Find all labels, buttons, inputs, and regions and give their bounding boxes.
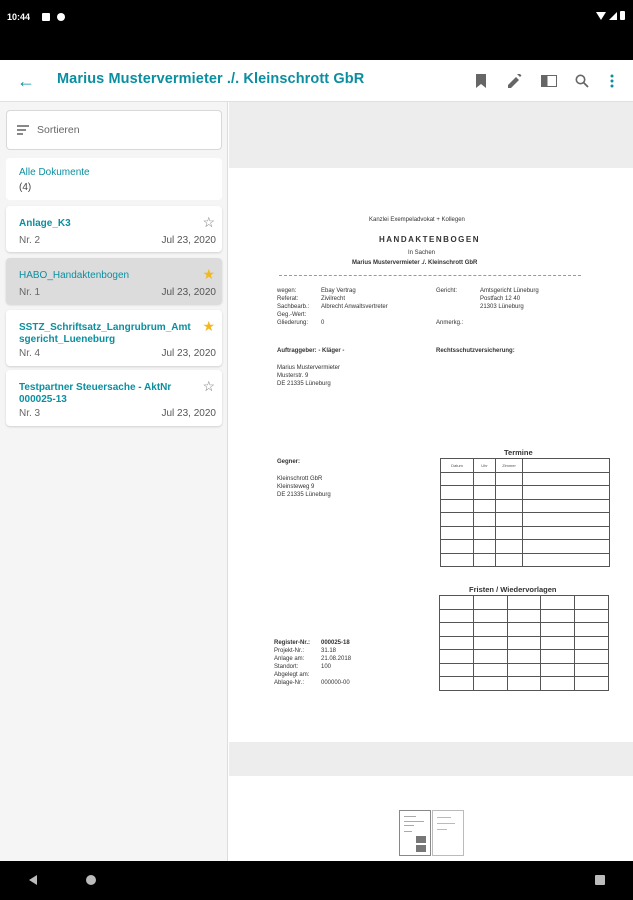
document-date: Jul 23, 2020 <box>161 348 216 359</box>
fristen-title: Fristen / Wiedervorlagen <box>469 585 557 594</box>
doc-subheading: In Sachen <box>408 250 436 256</box>
doc-label: Standort: <box>274 664 299 670</box>
document-name: HABO_Handaktenbogen <box>19 270 130 281</box>
star-filled-icon[interactable]: ★ <box>202 318 215 334</box>
sync-icon <box>57 13 65 21</box>
doc-value: 21.08.2018 <box>321 656 352 662</box>
doc-value: 0 <box>321 320 325 326</box>
battery-icon <box>620 11 625 20</box>
document-sidebar <box>0 102 228 861</box>
split-view-icon[interactable] <box>538 70 560 92</box>
doc-value: Zivilrecht <box>321 296 346 302</box>
search-icon[interactable] <box>571 70 593 92</box>
doc-section-label: Gegner: <box>277 459 301 465</box>
wifi-icon <box>596 12 606 20</box>
document-name: Anlage_K3 <box>19 218 71 229</box>
all-documents-count: (4) <box>19 182 32 193</box>
star-outline-icon[interactable]: ☆ <box>202 214 215 230</box>
doc-label: Gliederung: <box>277 320 309 326</box>
all-documents-label: Alle Dokumente <box>19 167 90 178</box>
doc-label: Anmerkg.: <box>436 320 464 326</box>
sort-icon <box>17 125 29 135</box>
termine-header: Datum <box>441 459 474 473</box>
doc-label: Geg.-Wert: <box>277 312 307 318</box>
edit-pencil-icon[interactable] <box>504 70 526 92</box>
page-title: Marius Mustervermieter ./. Kleinschrott GbR <box>57 71 365 87</box>
doc-label: Projekt-Nr.: <box>274 648 305 654</box>
sort-label: Sortieren <box>37 124 80 136</box>
doc-value: DE 21335 Lüneburg <box>277 381 331 387</box>
status-time: 10:44 <box>7 12 31 22</box>
doc-label: Ablage-Nr.: <box>274 680 305 686</box>
system-nav-bar <box>0 861 633 900</box>
doc-value: Postfach 12 40 <box>480 296 521 302</box>
termine-header: Uhr <box>474 459 496 473</box>
doc-value: Amtsgericht Lüneburg <box>480 288 539 294</box>
document-number: Nr. 3 <box>19 408 41 419</box>
list-item-selected[interactable] <box>6 258 222 304</box>
doc-value: Kleinschrott GbR <box>277 476 323 482</box>
fristen-table <box>439 595 609 691</box>
doc-divider <box>279 275 581 276</box>
status-bar <box>0 0 633 60</box>
doc-value: 31.18 <box>321 648 337 654</box>
document-page[interactable] <box>229 168 633 742</box>
app-bar <box>0 60 633 102</box>
doc-parties: Marius Mustervermieter ./. Kleinschrott GbR <box>352 260 478 266</box>
termine-table <box>440 458 610 567</box>
doc-label: Referat: <box>277 296 299 302</box>
termine-title: Termine <box>504 448 533 457</box>
doc-label: Gericht: <box>436 288 458 294</box>
doc-value: 100 <box>321 664 332 670</box>
doc-firm: Kanzlei Exempeladvokat + Kollegen <box>369 217 465 223</box>
nav-home-icon[interactable] <box>86 875 96 885</box>
document-name: SSTZ_Schriftsatz_Langrubrum_Amtsgericht_Lueneburg <box>19 322 191 345</box>
doc-label: Anlage am: <box>274 656 305 662</box>
doc-value: Ebay Vertrag <box>321 288 356 294</box>
doc-value: Musterstr. 9 <box>277 373 309 379</box>
sort-button[interactable] <box>6 110 222 150</box>
page-thumbnail[interactable] <box>432 810 464 856</box>
doc-value: Albrecht Anwaltsvertreter <box>321 304 388 310</box>
doc-value: 000000-00 <box>321 680 350 686</box>
more-vert-icon[interactable] <box>601 70 623 92</box>
nav-back-icon[interactable] <box>29 875 37 885</box>
list-item[interactable] <box>6 310 222 366</box>
star-outline-icon[interactable]: ☆ <box>202 378 215 394</box>
list-item[interactable] <box>6 206 222 252</box>
document-date: Jul 23, 2020 <box>161 408 216 419</box>
document-date: Jul 23, 2020 <box>161 235 216 246</box>
doc-section-label: Auftraggeber: - Kläger - <box>277 348 345 354</box>
doc-section-label: Rechtsschutzversicherung: <box>436 348 515 354</box>
star-filled-icon[interactable]: ★ <box>202 266 215 282</box>
doc-value: 000025-18 <box>321 640 350 646</box>
page-thumbnail[interactable] <box>399 810 431 856</box>
document-number: Nr. 4 <box>19 348 41 359</box>
doc-label: Register-Nr.: <box>274 640 311 646</box>
back-arrow-icon[interactable]: ← <box>17 71 35 91</box>
nav-recents-icon[interactable] <box>595 875 605 885</box>
doc-value: Marius Mustervermieter <box>277 365 341 371</box>
doc-label: wegen: <box>277 288 297 294</box>
document-date: Jul 23, 2020 <box>161 287 216 298</box>
termine-header: Zimmer <box>496 459 523 473</box>
list-item[interactable] <box>6 370 222 426</box>
all-documents-item[interactable] <box>6 158 222 200</box>
document-name: Testpartner Steuersache - AktNr 000025-13 <box>19 382 172 405</box>
page-thumbnails <box>229 776 633 861</box>
doc-label: Sachbearb.: <box>277 304 310 310</box>
doc-value: 21303 Lüneburg <box>480 304 524 310</box>
doc-label: Abgelegt am: <box>274 672 310 678</box>
doc-heading: HANDAKTENBOGEN <box>379 235 480 244</box>
signal-icon <box>609 12 617 20</box>
document-number: Nr. 2 <box>19 235 41 246</box>
document-number: Nr. 1 <box>19 287 41 298</box>
doc-value: DE 21335 Lüneburg <box>277 492 331 498</box>
bookmark-icon[interactable] <box>470 70 492 92</box>
notification-icon <box>42 13 50 21</box>
doc-value: Kleinsteweg 9 <box>277 484 315 490</box>
